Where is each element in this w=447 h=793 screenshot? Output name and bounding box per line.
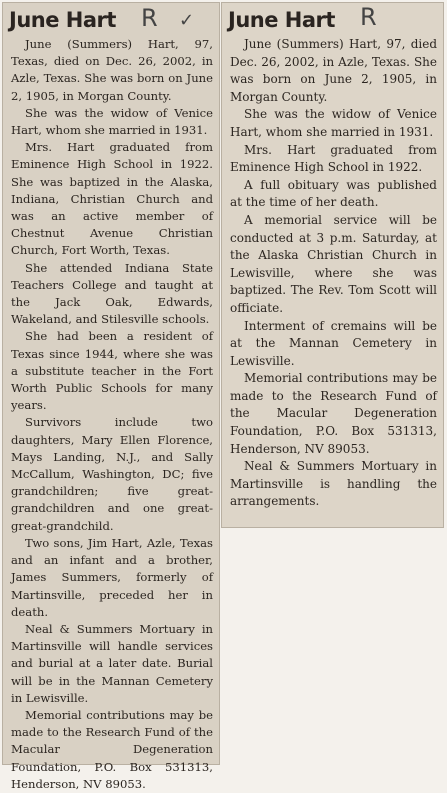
paragraph: Interment of cremains will be at the Mannan Cemetery in Lewisville.	[230, 318, 437, 368]
headline-text: June Hart	[9, 8, 116, 32]
paragraph: She had been a resident of Texas since 1944, where she was a substitute teacher in the Fort Worth Public Schools for many years.	[11, 329, 213, 413]
headline	[9, 4, 219, 32]
paragraph: June (Summers) Hart, 97, died Dec. 26, 2002, in Azle, Texas. She was born on June 2, 1905, in Morgan County.	[230, 37, 437, 104]
paragraph: A full obituary was published at the time of her death.	[230, 177, 437, 210]
paragraph: Mrs. Hart graduated from Eminence High School in 1922.	[230, 142, 437, 175]
paragraph: Mrs. Hart graduated from Eminence High School in 1922. She was baptized in the Alaska, Indiana, Christian Church and was an active member of Chestnut Avenue Christian Church, Fort Worth, Texas.	[11, 140, 213, 258]
paragraph: Two sons, Jim Hart, Azle, Texas and an infant and a brother, James Summers, formerly of Martinsville, preceded her in death.	[11, 535, 213, 619]
obituary-clipping-left	[2, 2, 220, 791]
handwritten-check-mark: ✓	[179, 10, 194, 31]
handwritten-r-mark: R	[141, 4, 158, 32]
obituary-body	[222, 36, 443, 511]
headline	[228, 3, 443, 32]
paragraph: Memorial contributions may be made to the Research Fund of the Macular Degeneration Foundation, P.O. Box 531313, Henderson, NV 89053.	[11, 707, 213, 791]
obituary-clipping-right	[221, 2, 444, 528]
paragraph: Survivors include two daughters, Mary Ellen Florence, Mays Landing, N.J., and Sally McCallum, Washington, DC; five grandchildren; five great-grandchildren and one great-great-grandchild.	[11, 415, 213, 533]
obituary-body	[3, 36, 219, 793]
paragraph: June (Summers) Hart, 97, Texas, died on Dec. 26, 2002, in Azle, Texas. She was born on June 2, 1905, in Morgan County.	[11, 37, 213, 103]
paragraph: Neal & Summers Mortuary in Martinsville will handle services and burial at a later date. Burial will be in the Mannan Cemetery in Lewisville.	[11, 621, 213, 705]
paragraph: She attended Indiana State Teachers College and taught at the Jack Oak, Edwards, Wakeland, and Stilesville schools.	[11, 260, 213, 327]
paragraph: Neal & Summers Mortuary in Martinsville is handling the arrangements.	[230, 459, 437, 509]
handwritten-r-mark: R	[360, 3, 377, 31]
paragraph: She was the widow of Venice Hart, whom she married in 1931.	[11, 105, 213, 138]
paragraph: She was the widow of Venice Hart, whom she married in 1931.	[230, 107, 437, 139]
paragraph: Memorial contributions may be made to the Research Fund of the Macular Degeneration Foundation, P.O. Box 531313, Henderson, NV 89053.	[230, 371, 437, 456]
paragraph: A memorial service will be conducted at 3 p.m. Saturday, at the Alaska Christian Church in Lewisville, where she was baptized. The Rev. Tom Scott will officiate.	[230, 212, 437, 315]
headline-text: June Hart	[228, 8, 335, 32]
